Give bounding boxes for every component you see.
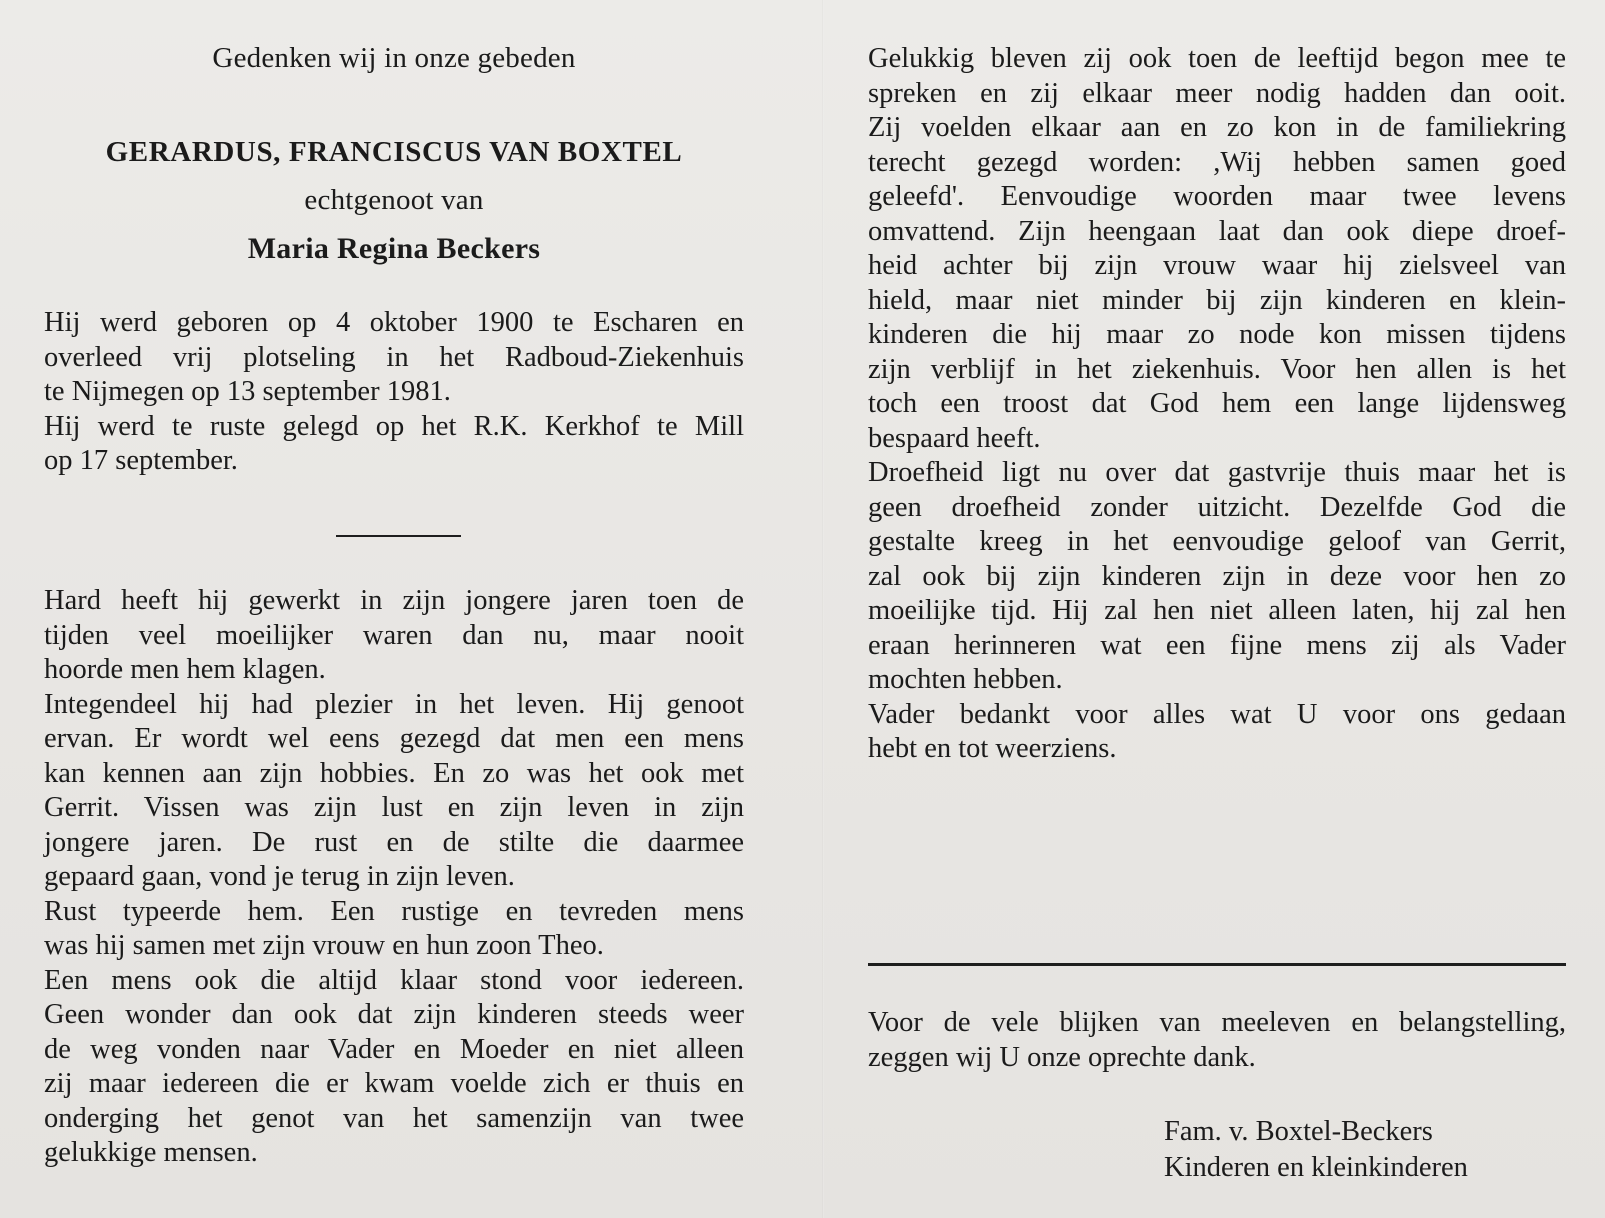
- text-line: ervan. Er wordt wel eens gezegd dat men een mens: [44, 723, 744, 754]
- text-line: gelukkige mensen.: [44, 1137, 258, 1168]
- text-line: Hij werd geboren op 4 oktober 1900 te Escharen en: [44, 307, 744, 338]
- text-line: Rust typeerde hem. Een rustige en tevreden mens: [44, 895, 744, 927]
- text-line: zijn verblijf in het ziekenhuis. Voor hen allen is het: [868, 353, 1566, 385]
- text-line: geen droefheid zonder uitzicht. Dezelfde God die: [868, 491, 1566, 523]
- text-line: kan kennen aan zijn hobbies. En zo was het ook met: [44, 757, 744, 789]
- life-paragraph: [44, 584, 744, 1171]
- text-line: zeggen wij U onze oprechte dank.: [868, 1041, 1256, 1073]
- text-line: was hij samen met zijn vrouw en hun zoon Theo.: [44, 930, 604, 961]
- signature-line: Kinderen en kleinkinderen: [1164, 1152, 1468, 1183]
- text-line: mochten hebben.: [868, 664, 1063, 695]
- text-line: zal ook bij zijn kinderen zijn in deze voor hen zo: [868, 560, 1566, 592]
- card-fold: [822, 0, 824, 1218]
- text-line: heid achter bij zijn vrouw waar hij zielsveel van: [868, 250, 1566, 281]
- text-line: te Nijmegen op 13 september 1981.: [44, 376, 451, 407]
- text-line: de weg vonden naar Vader en Moeder en niet alleen: [44, 1033, 744, 1065]
- tribute-paragraph: [868, 42, 1566, 767]
- deceased-name: GERARDUS, FRANCISCUS VAN BOXTEL: [105, 136, 683, 168]
- text-line: hield, maar niet minder bij zijn kinderen en klein-: [868, 284, 1566, 316]
- text-line: Gelukkig bleven zij ook toen de leeftijd begon mee te: [868, 43, 1566, 74]
- text-line: Hij werd te ruste gelegd op het R.K. Kerkhof te Mill: [44, 410, 744, 442]
- text-line: toch een troost dat God hem een lange lijdensweg: [868, 388, 1566, 419]
- text-line: op 17 september.: [44, 445, 238, 476]
- text-line: Integendeel hij had plezier in het leven. Hij genoot: [44, 688, 744, 720]
- spouse-name: Maria Regina Beckers: [247, 232, 541, 265]
- text-line: spreken en zij elkaar meer nodig hadden dan ooit.: [868, 77, 1566, 109]
- divider-long: [868, 963, 1566, 966]
- spouse-label: echtgenoot van: [304, 184, 484, 216]
- text-line: hebt en tot weerziens.: [868, 733, 1117, 764]
- family-signature: [1164, 1114, 1468, 1186]
- divider-short: [336, 535, 461, 537]
- birth-death-paragraph: [44, 306, 744, 479]
- text-line: Gerrit. Vissen was zijn lust en zijn leven in zijn: [44, 792, 744, 823]
- text-line: omvattend. Zijn heengaan laat dan ook diepe droef-: [868, 215, 1566, 247]
- text-line: eraan herinneren wat een fijne mens zij als Vader: [868, 629, 1566, 661]
- text-line: terecht gezegd worden: ,Wij hebben samen goed: [868, 146, 1566, 178]
- text-line: hoorde men hem klagen.: [44, 654, 326, 685]
- text-line: tijden veel moeilijker waren dan nu, maar nooit: [44, 619, 744, 651]
- text-line: bespaard heeft.: [868, 422, 1041, 454]
- text-line: overleed vrij plotseling in het Radboud-Ziekenhuis: [44, 341, 744, 373]
- text-line: zij maar iedereen die er kwam voelde zich er thuis en: [44, 1068, 744, 1099]
- text-line: kinderen die hij maar zo node kon missen tijdens: [868, 319, 1566, 350]
- text-line: Voor de vele blijken van meeleven en belangstelling,: [868, 1007, 1566, 1038]
- text-line: Geen wonder dan ook dat zijn kinderen steeds weer: [44, 999, 744, 1030]
- text-line: Hard heeft hij gewerkt in zijn jongere jaren toen de: [44, 585, 744, 616]
- text-line: Zij voelden elkaar aan en zo kon in de familiekring: [868, 112, 1566, 143]
- text-line: Vader bedankt voor alles wat U voor ons gedaan: [868, 698, 1566, 730]
- text-line: gestalte kreeg in het eenvoudige geloof van Gerrit,: [868, 526, 1566, 557]
- text-line: gepaard gaan, vond je terug in zijn leven.: [44, 861, 515, 892]
- text-line: geleefd'. Eenvoudige woorden maar twee levens: [868, 181, 1566, 212]
- text-line: jongere jaren. De rust en de stilte die daarmee: [44, 826, 744, 858]
- text-line: moeilijke tijd. Hij zal hen niet alleen laten, hij zal hen: [868, 595, 1566, 626]
- signature-line: Fam. v. Boxtel-Beckers: [1164, 1116, 1433, 1147]
- text-line: onderging het genot van het samenzijn van twee: [44, 1102, 744, 1134]
- prayer-heading: Gedenken wij in onze gebeden: [212, 42, 576, 74]
- thanks-paragraph: [868, 1006, 1566, 1075]
- text-line: Een mens ook die altijd klaar stond voor iedereen.: [44, 964, 744, 996]
- text-line: Droefheid ligt nu over dat gastvrije thuis maar het is: [868, 457, 1566, 488]
